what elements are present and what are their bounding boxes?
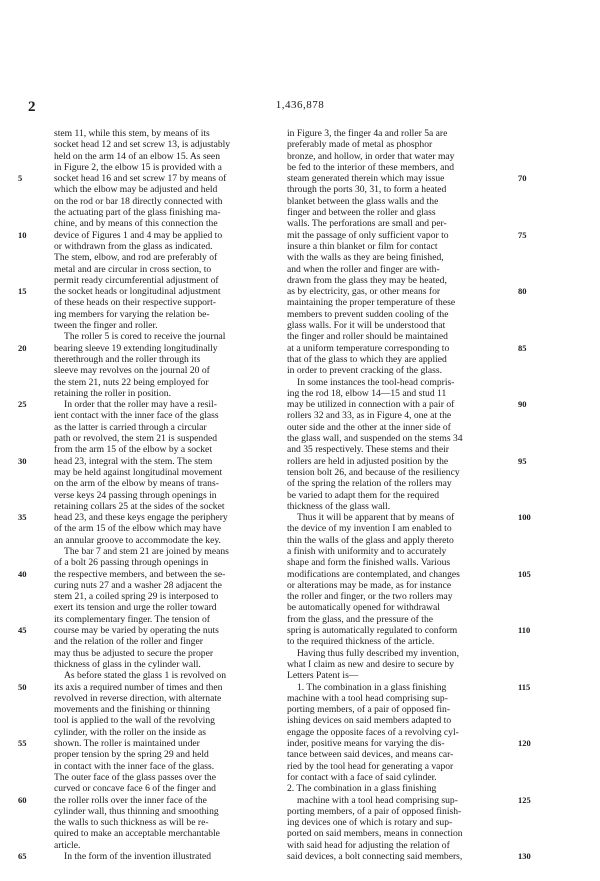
text-line: Letters Patent is— (287, 670, 359, 682)
text-line: that of the glass to which they are applied (287, 353, 447, 365)
text-line: with the walls as they are being finished, (287, 252, 444, 264)
text-line: be automatically opened for withdrawal (287, 602, 440, 614)
line-number: 110 (518, 625, 531, 636)
text-line: may be utilized in connection with a pair of (287, 399, 455, 411)
text-line: the roller and finger, or the two rollers may (287, 591, 453, 603)
line-number: 45 (18, 625, 27, 636)
text-line: thin the walls of the glass and apply thereto (287, 534, 454, 546)
text-line: on the arm of the elbow by means of trans- (54, 478, 219, 490)
line-number: 120 (518, 738, 531, 749)
text-line: its axis a required number of times and then (54, 681, 223, 693)
text-line: rollers 32 and 33, as in Figure 4, one at the (287, 410, 452, 422)
text-line: porting members, of a pair of opposed fin- (287, 704, 451, 716)
text-line: bearing sleeve 19 extending longitudinally (54, 342, 218, 354)
text-line: through the ports 30, 31, to form a heated (287, 184, 447, 196)
text-line: its complementary finger. The tension of (54, 613, 210, 625)
text-line: course may be varied by operating the nuts (54, 625, 219, 637)
text-line: path or revolved, the stem 21 is suspended (54, 433, 218, 445)
text-line: thickness of the glass wall. (287, 500, 391, 512)
text-line: shown. The roller is maintained under (54, 738, 200, 750)
text-line: tension bolt 26, and because of the resiliency (287, 466, 460, 478)
line-number: 10 (18, 229, 27, 240)
text-line: exert its tension and urge the roller toward (54, 602, 217, 614)
text-line: machine with a tool head comprising sup- (287, 692, 448, 704)
text-line: from the glass, and the pressure of the (287, 613, 433, 625)
text-line: as the latter is carried through a circular (54, 421, 207, 433)
right-text-column (287, 128, 509, 862)
line-number: 35 (18, 512, 27, 523)
text-line: socket head 16 and set screw 17 by means of (54, 173, 227, 185)
text-line: quired to make an acceptable merchantable (54, 828, 220, 840)
left-text-column (54, 128, 277, 862)
text-line: of the arm 15 of the elbow which may have (54, 523, 222, 535)
text-line: and when the roller and finger are with- (287, 263, 440, 275)
text-line: shape and form the finished walls. Various (287, 557, 451, 569)
text-line: of a bolt 26 passing through openings in (54, 557, 209, 569)
text-line: which the elbow may be adjusted and held (54, 184, 218, 196)
line-number: 75 (518, 229, 527, 240)
text-line: socket head 12 and set screw 13, is adjustably (54, 139, 231, 151)
text-line: of these heads on their respective support- (54, 297, 216, 309)
text-line: in Figure 2, the elbow 15 is provided with a (54, 161, 222, 173)
text-line: In the form of the invention illustrated (64, 851, 212, 862)
line-number: 65 (18, 851, 27, 862)
text-line: thickness of glass in the cylinder wall. (54, 658, 201, 670)
text-line: Thus it will be apparent that by means of (297, 512, 455, 524)
text-line: head 23, and these keys engage the periphery (54, 512, 228, 524)
text-line: with said head for adjusting the relation of (287, 839, 450, 851)
text-line: spring is automatically regulated to conform (287, 625, 458, 637)
text-line: drawn from the glass they may be heated, (287, 274, 447, 286)
line-number: 50 (18, 681, 27, 692)
text-line: what I claim as new and desire to secure by (287, 658, 455, 670)
text-line: may thus be adjusted to secure the proper (54, 647, 214, 659)
patent-number: 1,436,878 (275, 99, 325, 111)
line-number: 85 (518, 342, 527, 353)
text-line: outer side and the other at the inner side of (287, 421, 451, 433)
text-line: the actuating part of the glass finishing ma- (54, 207, 221, 219)
text-line: chine, and by means of this connection the (54, 218, 218, 230)
text-line: tool is applied to the wall of the revolving (54, 715, 215, 727)
text-line: proper tension by the spring 29 and held (54, 749, 209, 761)
text-line: be varied to adapt them for the required (287, 489, 440, 501)
text-line: therethrough and the roller through its (54, 353, 201, 365)
text-line: The outer face of the glass passes over the (54, 771, 216, 783)
text-line: retaining the roller in position. (54, 387, 171, 399)
text-line: may be held against longitudinal movement (54, 466, 223, 478)
text-line: in contact with the inner face of the glass. (54, 760, 215, 772)
text-line: device of Figures 1 and 4 may be applied to (54, 229, 223, 241)
text-line: finger and between the roller and glass (287, 207, 436, 219)
line-number: 130 (518, 851, 531, 862)
text-line: Having thus fully described my invention, (297, 647, 460, 659)
text-line: and 35 respectively. These stems and their (287, 444, 449, 456)
text-line: tance between said devices, and means car- (287, 749, 454, 761)
text-line: an annular groove to accommodate the key. (54, 534, 221, 546)
page-number: 2 (28, 99, 36, 115)
text-line: The stem, elbow, and rod are preferably of (54, 252, 218, 264)
text-line: In some instances the tool-head compris- (297, 376, 455, 388)
text-line: mit the passage of only sufficient vapor to (287, 229, 449, 241)
line-number: 95 (518, 455, 527, 466)
text-line: on the rod or bar 18 directly connected with (54, 195, 223, 207)
text-line: engage the opposite faces of a revolving cyl- (287, 726, 459, 738)
text-line: steam generated therein which may issue (287, 173, 445, 185)
text-line: curing nuts 27 and a washer 28 adjacent the (54, 579, 222, 591)
text-line: from the arm 15 of the elbow by a socket (54, 444, 212, 456)
text-line: ried by the tool head for generating a vapor (287, 760, 454, 772)
text-line: in Figure 3, the finger 4a and roller 5a are (287, 128, 448, 139)
text-line: inder, positive means for varying the dis- (287, 738, 445, 750)
line-number: 100 (518, 512, 531, 523)
text-line: of the spring the relation of the rollers may (287, 478, 452, 490)
text-line: blanket between the glass walls and the (287, 195, 439, 207)
text-line: The roller 5 is cored to receive the journal (64, 331, 226, 343)
text-line: As before stated the glass 1 is revolved on (64, 670, 226, 682)
text-line: revolved in reverse direction, with alternate (54, 692, 222, 704)
text-line: held on the arm 14 of an elbow 15. As seen (54, 150, 220, 162)
text-line: tween the finger and roller. (54, 320, 158, 332)
text-line: the roller rolls over the inner face of the (54, 794, 207, 806)
text-line: 2. The combination in a glass finishing (287, 783, 437, 795)
text-line: The bar 7 and stem 21 are joined by means (64, 545, 229, 557)
text-line: sleeve may revolves on the journal 20 of (54, 365, 210, 377)
line-number: 105 (518, 568, 531, 579)
text-line: stem 21, a coiled spring 29 is interposed to (54, 591, 219, 603)
text-line: ishing devices on said members adapted to (287, 715, 452, 727)
text-line: ient contact with the inner face of the glass (54, 410, 219, 422)
text-line: rollers are held in adjusted position by the (287, 455, 449, 467)
text-line: a finish with uniformity and to accurately (287, 545, 447, 557)
text-line: and the relation of the roller and finger (54, 636, 203, 648)
text-line: or withdrawn from the glass as indicated. (54, 240, 213, 252)
text-line: head 23, integral with the stem. The stem (54, 455, 213, 467)
text-line: ing members for varying the relation be- (54, 308, 210, 320)
text-line: the walls to such thickness as will be re- (54, 817, 209, 829)
line-number: 15 (18, 286, 27, 297)
line-number: 40 (18, 568, 27, 579)
text-line: the socket heads or longitudinal adjustment (54, 286, 221, 298)
line-number: 25 (18, 399, 27, 410)
text-line: preferably made of metal as phosphor (287, 139, 433, 151)
text-line: machine with a tool head comprising sup- (297, 794, 458, 806)
text-line: ing devices one of which is rotary and sup- (287, 817, 453, 829)
line-number: 30 (18, 455, 27, 466)
text-line: the glass wall, and suspended on the stems 34 (287, 433, 463, 445)
text-line: ported on said members, means in connection (287, 828, 463, 840)
text-line: ing the rod 18, elbow 14—15 and stud 11 (287, 387, 447, 399)
line-number: 90 (518, 399, 527, 410)
text-line: cylinder, with the roller on the inside as (54, 726, 207, 738)
text-line: stem 11, while this stem, by means of its (54, 128, 210, 139)
text-line: the stem 21, nuts 22 being employed for (54, 376, 209, 388)
text-line: for contact with a face of said cylinder. (287, 771, 437, 783)
text-line: bronze, and hollow, in order that water may (287, 150, 455, 162)
text-line: maintaining the proper temperature of these (287, 297, 456, 309)
text-line: members to prevent sudden cooling of the (287, 308, 449, 320)
text-line: article. (54, 839, 81, 851)
text-line: permit ready circumferential adjustment of (54, 274, 219, 286)
text-line: retaining collars 25 at the sides of the socket (54, 500, 225, 512)
text-line: cylinder wall, thus thinning and smoothing (54, 805, 219, 817)
text-line: metal and are circular in cross section, to (54, 263, 212, 275)
text-line: the finger and roller should be maintained (287, 331, 448, 343)
text-line: porting members, of a pair of opposed finish- (287, 805, 462, 817)
text-line: movements and the finishing or thinning (54, 704, 210, 716)
text-line: at a uniform temperature corresponding to (287, 342, 450, 354)
line-number: 80 (518, 286, 527, 297)
line-number: 115 (518, 681, 531, 692)
text-line: glass walls. For it will be understood that (287, 320, 446, 332)
text-line: as by electricity, gas, or other means for (287, 286, 441, 298)
line-number: 20 (18, 342, 27, 353)
text-line: 1. The combination in a glass finishing (297, 681, 447, 693)
text-line: modifications are contemplated, and changes (287, 568, 460, 580)
text-line: the respective members, and between the se- (54, 568, 226, 580)
text-line: in order to prevent cracking of the glass. (287, 365, 443, 377)
line-number: 70 (518, 173, 527, 184)
text-line: said devices, a bolt connecting said members, (287, 851, 463, 862)
line-number: 60 (18, 794, 27, 805)
text-line: In order that the roller may have a resil- (64, 399, 217, 411)
text-line: be fed to the interior of these members, and (287, 161, 455, 173)
text-line: to the required thickness of the article. (287, 636, 435, 648)
line-number: 5 (18, 173, 23, 184)
text-line: verse keys 24 passing through openings in (54, 489, 217, 501)
line-number: 125 (518, 794, 531, 805)
line-number: 55 (18, 738, 27, 749)
text-line: the device of my invention I am enabled to (287, 523, 452, 535)
text-line: insure a thin blanket or film for contact (287, 240, 438, 252)
text-line: walls. The perforations are small and per- (287, 218, 447, 230)
text-line: or alterations may be made, as for instance (287, 579, 452, 591)
text-line: curved or concave face 6 of the finger and (54, 783, 216, 795)
